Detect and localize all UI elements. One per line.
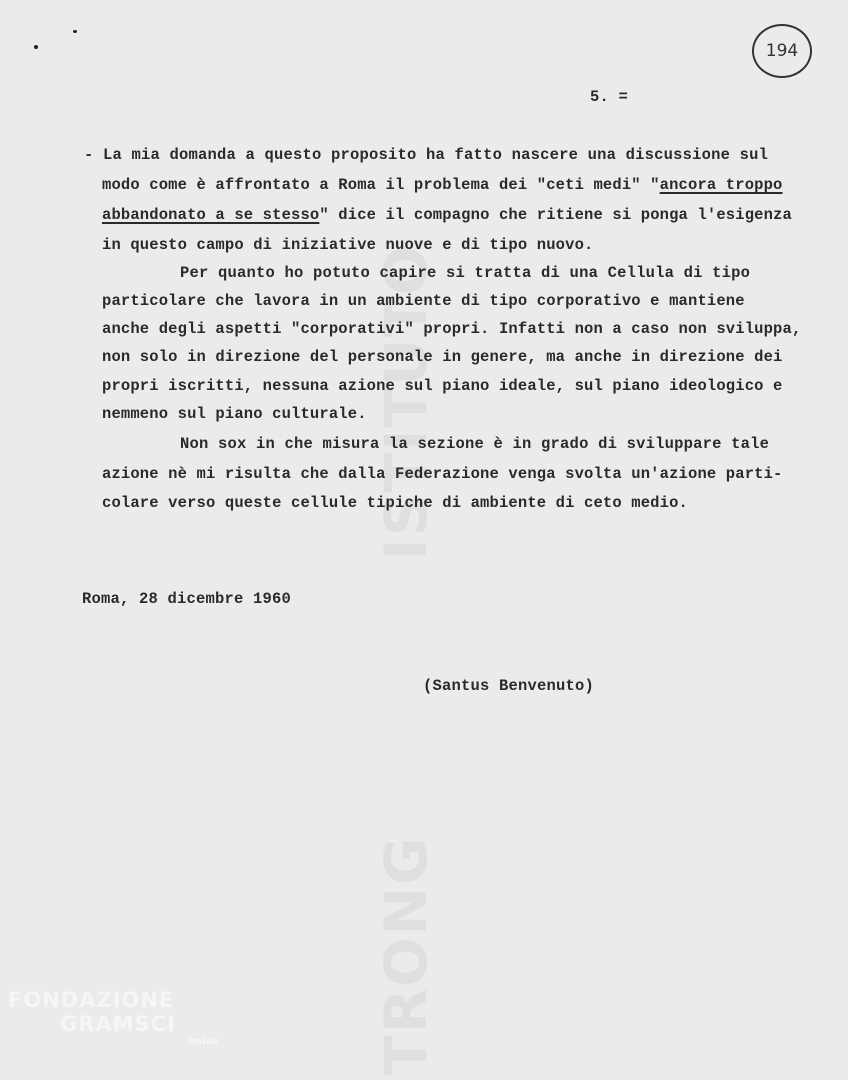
fondazione-gramsci-logo [8,988,219,1047]
para2-line3: anche degli aspetti "corporativi" propri. Infatti non a caso non sviluppa, [102,320,802,338]
place-date: Roma, 28 dicembre 1960 [82,590,292,608]
para2-line6: nemmeno sul piano culturale. [102,405,367,423]
para1-line1: - La mia domanda a questo proposito ha fatto nascere una discussione sul [84,146,769,164]
para2-line2: particolare che lavora in un ambiente di tipo corporativo e mantiene [102,292,745,310]
underlined-phrase: abbandonato a se stesso [102,206,320,224]
background-watermark-lower: TRONG [372,835,440,1075]
para1-line4: in questo campo di iniziative nuove e di tipo nuovo. [102,236,594,254]
page-number: 5. = [590,88,629,106]
para3-line1: Non sox in che misura la sezione è in grado di sviluppare tale [180,435,770,453]
para3-line3: colare verso queste cellule tipiche di ambiente di ceto medio. [102,494,688,512]
underlined-phrase: ancora troppo [659,176,783,194]
para3-line2: azione nè mi risulta che dalla Federazione venga svolta un'azione parti- [102,465,783,483]
ink-speck [73,30,77,33]
archive-page-number: 194 [765,41,799,61]
background-watermark: ISTITUTO [372,243,440,560]
para2-line5: propri iscritti, nessuna azione sul piano ideale, sul piano ideologico e [102,377,783,395]
ink-speck [34,45,38,49]
archive-page-stamp [752,24,812,78]
logo-line1: FONDAZIONE [8,988,175,1012]
logo-line3: onlus [188,1036,219,1047]
para2-line1: Per quanto ho potuto capire si tratta di una Cellula di tipo [180,264,751,282]
para1-line3: abbandonato a se stesso" dice il compagno che ritiene si ponga l'esigenza [102,206,792,224]
signature: (Santus Benvenuto) [423,677,595,695]
logo-line2: GRAMSCI [60,1012,176,1036]
para2-line4: non solo in direzione del personale in genere, ma anche in direzione dei [102,348,783,366]
para1-line2: modo come è affrontato a Roma il problema dei "ceti medi" "ancora troppo [102,176,783,194]
